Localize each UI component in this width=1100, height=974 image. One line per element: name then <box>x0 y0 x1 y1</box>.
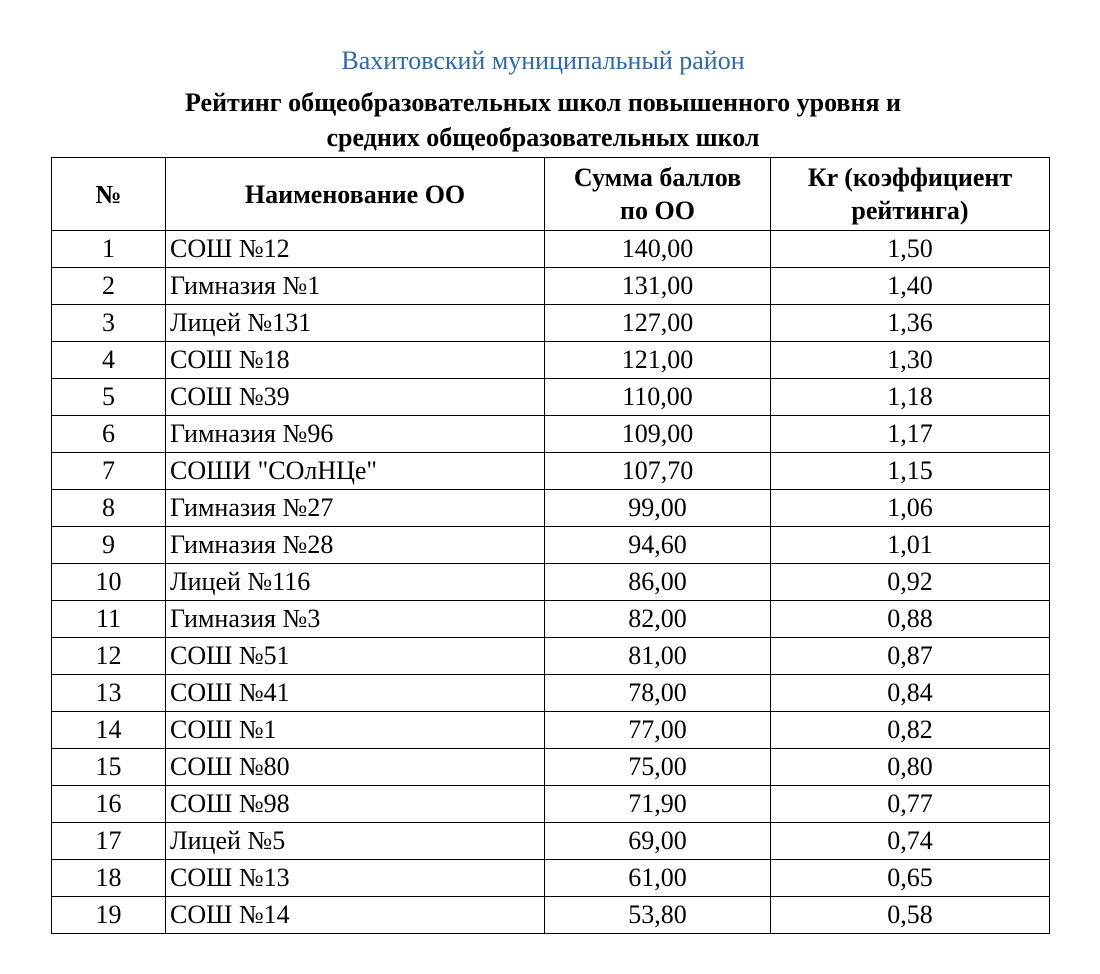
rating-coefficient-cell: 0,82 <box>771 712 1050 749</box>
table-row <box>52 897 1050 934</box>
table-row <box>52 527 1050 564</box>
table-row <box>52 305 1050 342</box>
row-number-cell: 11 <box>52 601 166 638</box>
rating-coefficient-cell: 0,87 <box>771 638 1050 675</box>
column-header-sum <box>545 158 771 231</box>
school-name-cell: Гимназия №28 <box>166 527 545 564</box>
school-name-cell: Гимназия №27 <box>166 490 545 527</box>
rating-coefficient-cell: 1,50 <box>771 231 1050 268</box>
column-header-sum-line-2: по ОО <box>620 196 695 225</box>
row-number-cell: 2 <box>52 268 166 305</box>
score-sum-cell: 121,00 <box>545 342 771 379</box>
page-title-line-1: Рейтинг общеобразовательных школ повышенного уровня и <box>185 88 901 117</box>
rating-table <box>51 157 1050 934</box>
rating-coefficient-cell: 1,17 <box>771 416 1050 453</box>
rating-coefficient-cell: 0,80 <box>771 749 1050 786</box>
score-sum-cell: 61,00 <box>545 860 771 897</box>
column-header-name: Наименование ОО <box>166 158 545 231</box>
table-row <box>52 638 1050 675</box>
rating-coefficient-cell: 0,84 <box>771 675 1050 712</box>
school-name-cell: Гимназия №3 <box>166 601 545 638</box>
rating-coefficient-cell: 1,40 <box>771 268 1050 305</box>
row-number-cell: 4 <box>52 342 166 379</box>
table-row <box>52 601 1050 638</box>
table-row <box>52 490 1050 527</box>
column-header-kr <box>771 158 1050 231</box>
table-row <box>52 786 1050 823</box>
score-sum-cell: 69,00 <box>545 823 771 860</box>
school-name-cell: Лицей №5 <box>166 823 545 860</box>
rating-coefficient-cell: 0,77 <box>771 786 1050 823</box>
school-name-cell: СОШ №1 <box>166 712 545 749</box>
row-number-cell: 9 <box>52 527 166 564</box>
row-number-cell: 16 <box>52 786 166 823</box>
rating-coefficient-cell: 1,18 <box>771 379 1050 416</box>
score-sum-cell: 53,80 <box>545 897 771 934</box>
page-title-line-2: средних общеобразовательных школ <box>326 123 760 152</box>
table-header-row <box>52 158 1050 231</box>
rating-coefficient-cell: 1,30 <box>771 342 1050 379</box>
rating-coefficient-cell: 0,65 <box>771 860 1050 897</box>
table-row <box>52 416 1050 453</box>
score-sum-cell: 86,00 <box>545 564 771 601</box>
table-row <box>52 860 1050 897</box>
school-name-cell: СОШИ "СОлНЦе" <box>166 453 545 490</box>
column-header-sum-line-1: Сумма баллов <box>573 163 742 192</box>
school-name-cell: СОШ №80 <box>166 749 545 786</box>
row-number-cell: 15 <box>52 749 166 786</box>
score-sum-cell: 107,70 <box>545 453 771 490</box>
rating-coefficient-cell: 1,36 <box>771 305 1050 342</box>
table-row <box>52 342 1050 379</box>
row-number-cell: 1 <box>52 231 166 268</box>
row-number-cell: 5 <box>52 379 166 416</box>
table-row <box>52 453 1050 490</box>
table-row <box>52 268 1050 305</box>
score-sum-cell: 78,00 <box>545 675 771 712</box>
school-name-cell: Лицей №116 <box>166 564 545 601</box>
score-sum-cell: 82,00 <box>545 601 771 638</box>
row-number-cell: 13 <box>52 675 166 712</box>
row-number-cell: 6 <box>52 416 166 453</box>
row-number-cell: 8 <box>52 490 166 527</box>
column-header-kr-line-2: рейтинга) <box>851 196 969 225</box>
table-row <box>52 712 1050 749</box>
score-sum-cell: 94,60 <box>545 527 771 564</box>
rating-coefficient-cell: 0,88 <box>771 601 1050 638</box>
school-name-cell: СОШ №39 <box>166 379 545 416</box>
school-name-cell: Лицей №131 <box>166 305 545 342</box>
school-name-cell: СОШ №12 <box>166 231 545 268</box>
district-name: Вахитовский муниципальный район <box>341 46 745 75</box>
row-number-cell: 14 <box>52 712 166 749</box>
rating-table-body <box>52 231 1050 934</box>
rating-coefficient-cell: 0,92 <box>771 564 1050 601</box>
school-name-cell: Гимназия №96 <box>166 416 545 453</box>
school-name-cell: Гимназия №1 <box>166 268 545 305</box>
school-name-cell: СОШ №41 <box>166 675 545 712</box>
row-number-cell: 17 <box>52 823 166 860</box>
column-header-kr-line-1: Кr (коэффициент <box>807 163 1013 192</box>
score-sum-cell: 140,00 <box>545 231 771 268</box>
table-row <box>52 749 1050 786</box>
score-sum-cell: 127,00 <box>545 305 771 342</box>
table-row <box>52 379 1050 416</box>
table-row <box>52 231 1050 268</box>
row-number-cell: 3 <box>52 305 166 342</box>
rating-coefficient-cell: 1,15 <box>771 453 1050 490</box>
score-sum-cell: 99,00 <box>545 490 771 527</box>
table-row <box>52 823 1050 860</box>
school-name-cell: СОШ №14 <box>166 897 545 934</box>
school-name-cell: СОШ №51 <box>166 638 545 675</box>
score-sum-cell: 75,00 <box>545 749 771 786</box>
score-sum-cell: 109,00 <box>545 416 771 453</box>
table-row <box>52 564 1050 601</box>
row-number-cell: 19 <box>52 897 166 934</box>
row-number-cell: 18 <box>52 860 166 897</box>
rating-coefficient-cell: 1,01 <box>771 527 1050 564</box>
school-name-cell: СОШ №98 <box>166 786 545 823</box>
score-sum-cell: 77,00 <box>545 712 771 749</box>
row-number-cell: 10 <box>52 564 166 601</box>
rating-coefficient-cell: 1,06 <box>771 490 1050 527</box>
score-sum-cell: 110,00 <box>545 379 771 416</box>
rating-coefficient-cell: 0,74 <box>771 823 1050 860</box>
school-name-cell: СОШ №18 <box>166 342 545 379</box>
row-number-cell: 7 <box>52 453 166 490</box>
score-sum-cell: 81,00 <box>545 638 771 675</box>
column-header-number: № <box>52 158 166 231</box>
rating-coefficient-cell: 0,58 <box>771 897 1050 934</box>
school-name-cell: СОШ №13 <box>166 860 545 897</box>
score-sum-cell: 71,90 <box>545 786 771 823</box>
score-sum-cell: 131,00 <box>545 268 771 305</box>
row-number-cell: 12 <box>52 638 166 675</box>
table-row <box>52 675 1050 712</box>
